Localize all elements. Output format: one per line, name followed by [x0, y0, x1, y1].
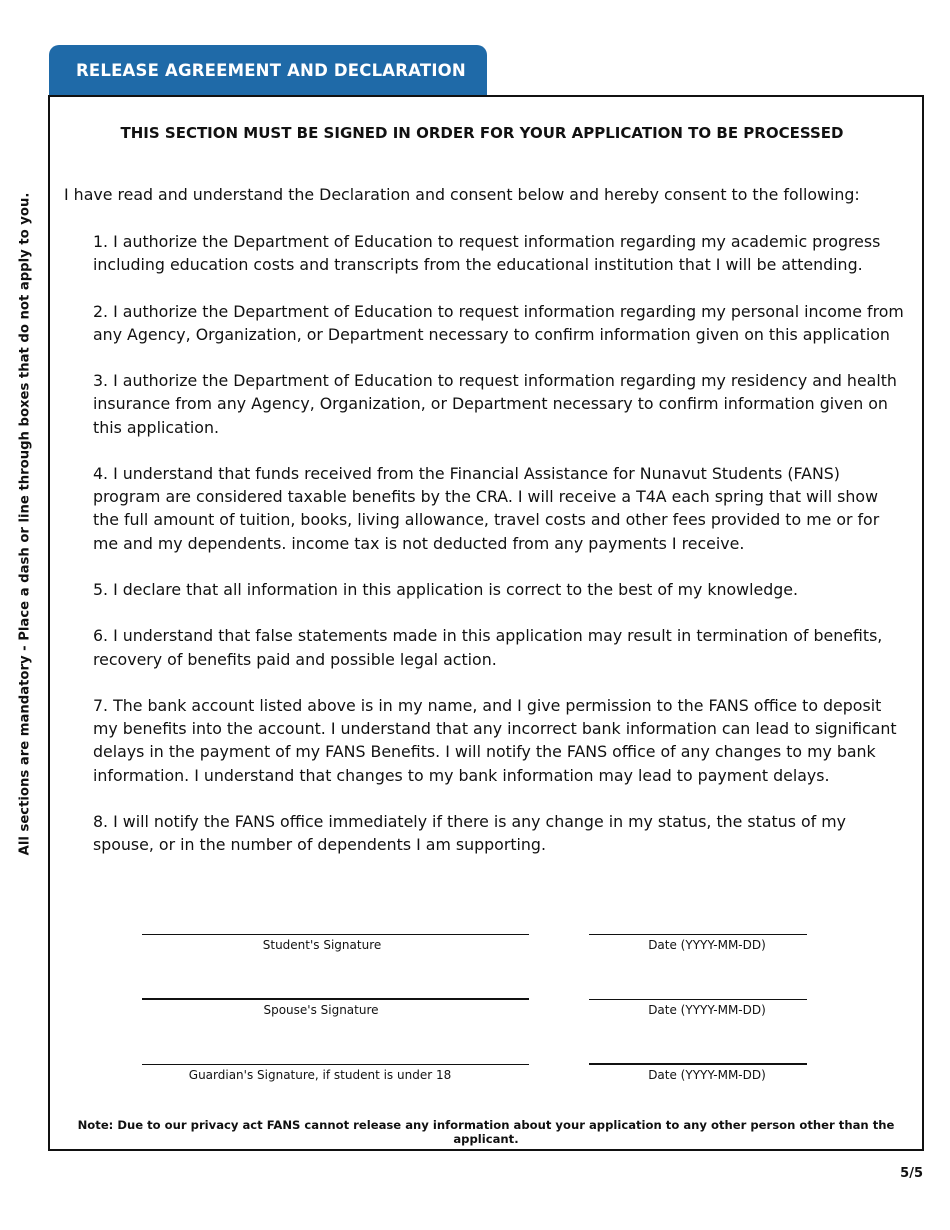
declaration-item: 7. The bank account listed above is in my name, and I give permission to the FANS office to deposit my benefits into the account. I understand that any incorrect bank information can lead to significant delays in the payment of my FANS Benefits. I will notify the FANS office of any changes to my bank information. I understand that changes to my bank information may lead to payment delays.	[93, 695, 897, 785]
declaration-item: 1. I authorize the Department of Education to request information regarding my academic progress including education costs and transcripts from the educational institution that I will be attending.	[93, 232, 881, 275]
guardian-signature-label: Guardian's Signature, if student is under 18	[188, 1068, 452, 1082]
student-date-line[interactable]	[589, 934, 807, 935]
section-tab-title: RELEASE AGREEMENT AND DECLARATION	[49, 45, 487, 96]
declaration-item: 8. I will notify the FANS office immediately if there is any change in my status, the status of my spouse, or in the number of dependents I am supporting.	[93, 811, 846, 855]
spouse-signature-label: Spouse's Signature	[263, 1003, 379, 1017]
section-heading: THIS SECTION MUST BE SIGNED IN ORDER FOR YOUR APPLICATION TO BE PROCESSED	[120, 124, 844, 142]
page-number: 5/5	[900, 1166, 923, 1181]
spouse-signature-line[interactable]	[142, 998, 529, 1000]
declaration-item: 6. I understand that false statements made in this application may result in termination of benefits, recovery of benefits paid and possible legal action.	[93, 626, 883, 669]
guardian-signature-line[interactable]	[142, 1064, 529, 1065]
side-note-text: All sections are mandatory - Place a dash or line through boxes that do not apply to you.	[17, 192, 33, 856]
privacy-note: Note: Due to our privacy act FANS cannot release any information about your application to any other person other than the applicant.	[77, 1118, 895, 1146]
declaration-item: 2. I authorize the Department of Education to request information regarding my personal income from any Agency, Organization, or Department necessary to confirm information given on this application	[93, 301, 904, 344]
declaration-item: 5. I declare that all information in this application is correct to the best of my knowledge.	[93, 579, 799, 599]
student-signature-label: Student's Signature	[262, 938, 382, 952]
student-date-label: Date (YYYY-MM-DD)	[648, 938, 766, 952]
declaration-list	[93, 230, 905, 880]
declaration-item: 3. I authorize the Department of Education to request information regarding my residency and health insurance from any Agency, Organization, or Department necessary to confirm information given on this application.	[93, 371, 897, 437]
declaration-item: 4. I understand that funds received from the Financial Assistance for Nunavut Students (FANS) program are considered taxable benefits by the CRA. I will receive a T4A each spring that will show the full amount of tuition, books, living allowance, travel costs and other fees provided to me or for me and my dependents. income tax is not deducted from any payments I receive.	[93, 463, 880, 553]
intro-text: I have read and understand the Declaration and consent below and hereby consent to the following:	[64, 185, 860, 204]
student-signature-line[interactable]	[142, 934, 529, 935]
guardian-date-label: Date (YYYY-MM-DD)	[648, 1068, 766, 1082]
spouse-date-line[interactable]	[589, 999, 807, 1000]
spouse-date-label: Date (YYYY-MM-DD)	[648, 1003, 766, 1017]
guardian-date-line[interactable]	[589, 1063, 807, 1065]
